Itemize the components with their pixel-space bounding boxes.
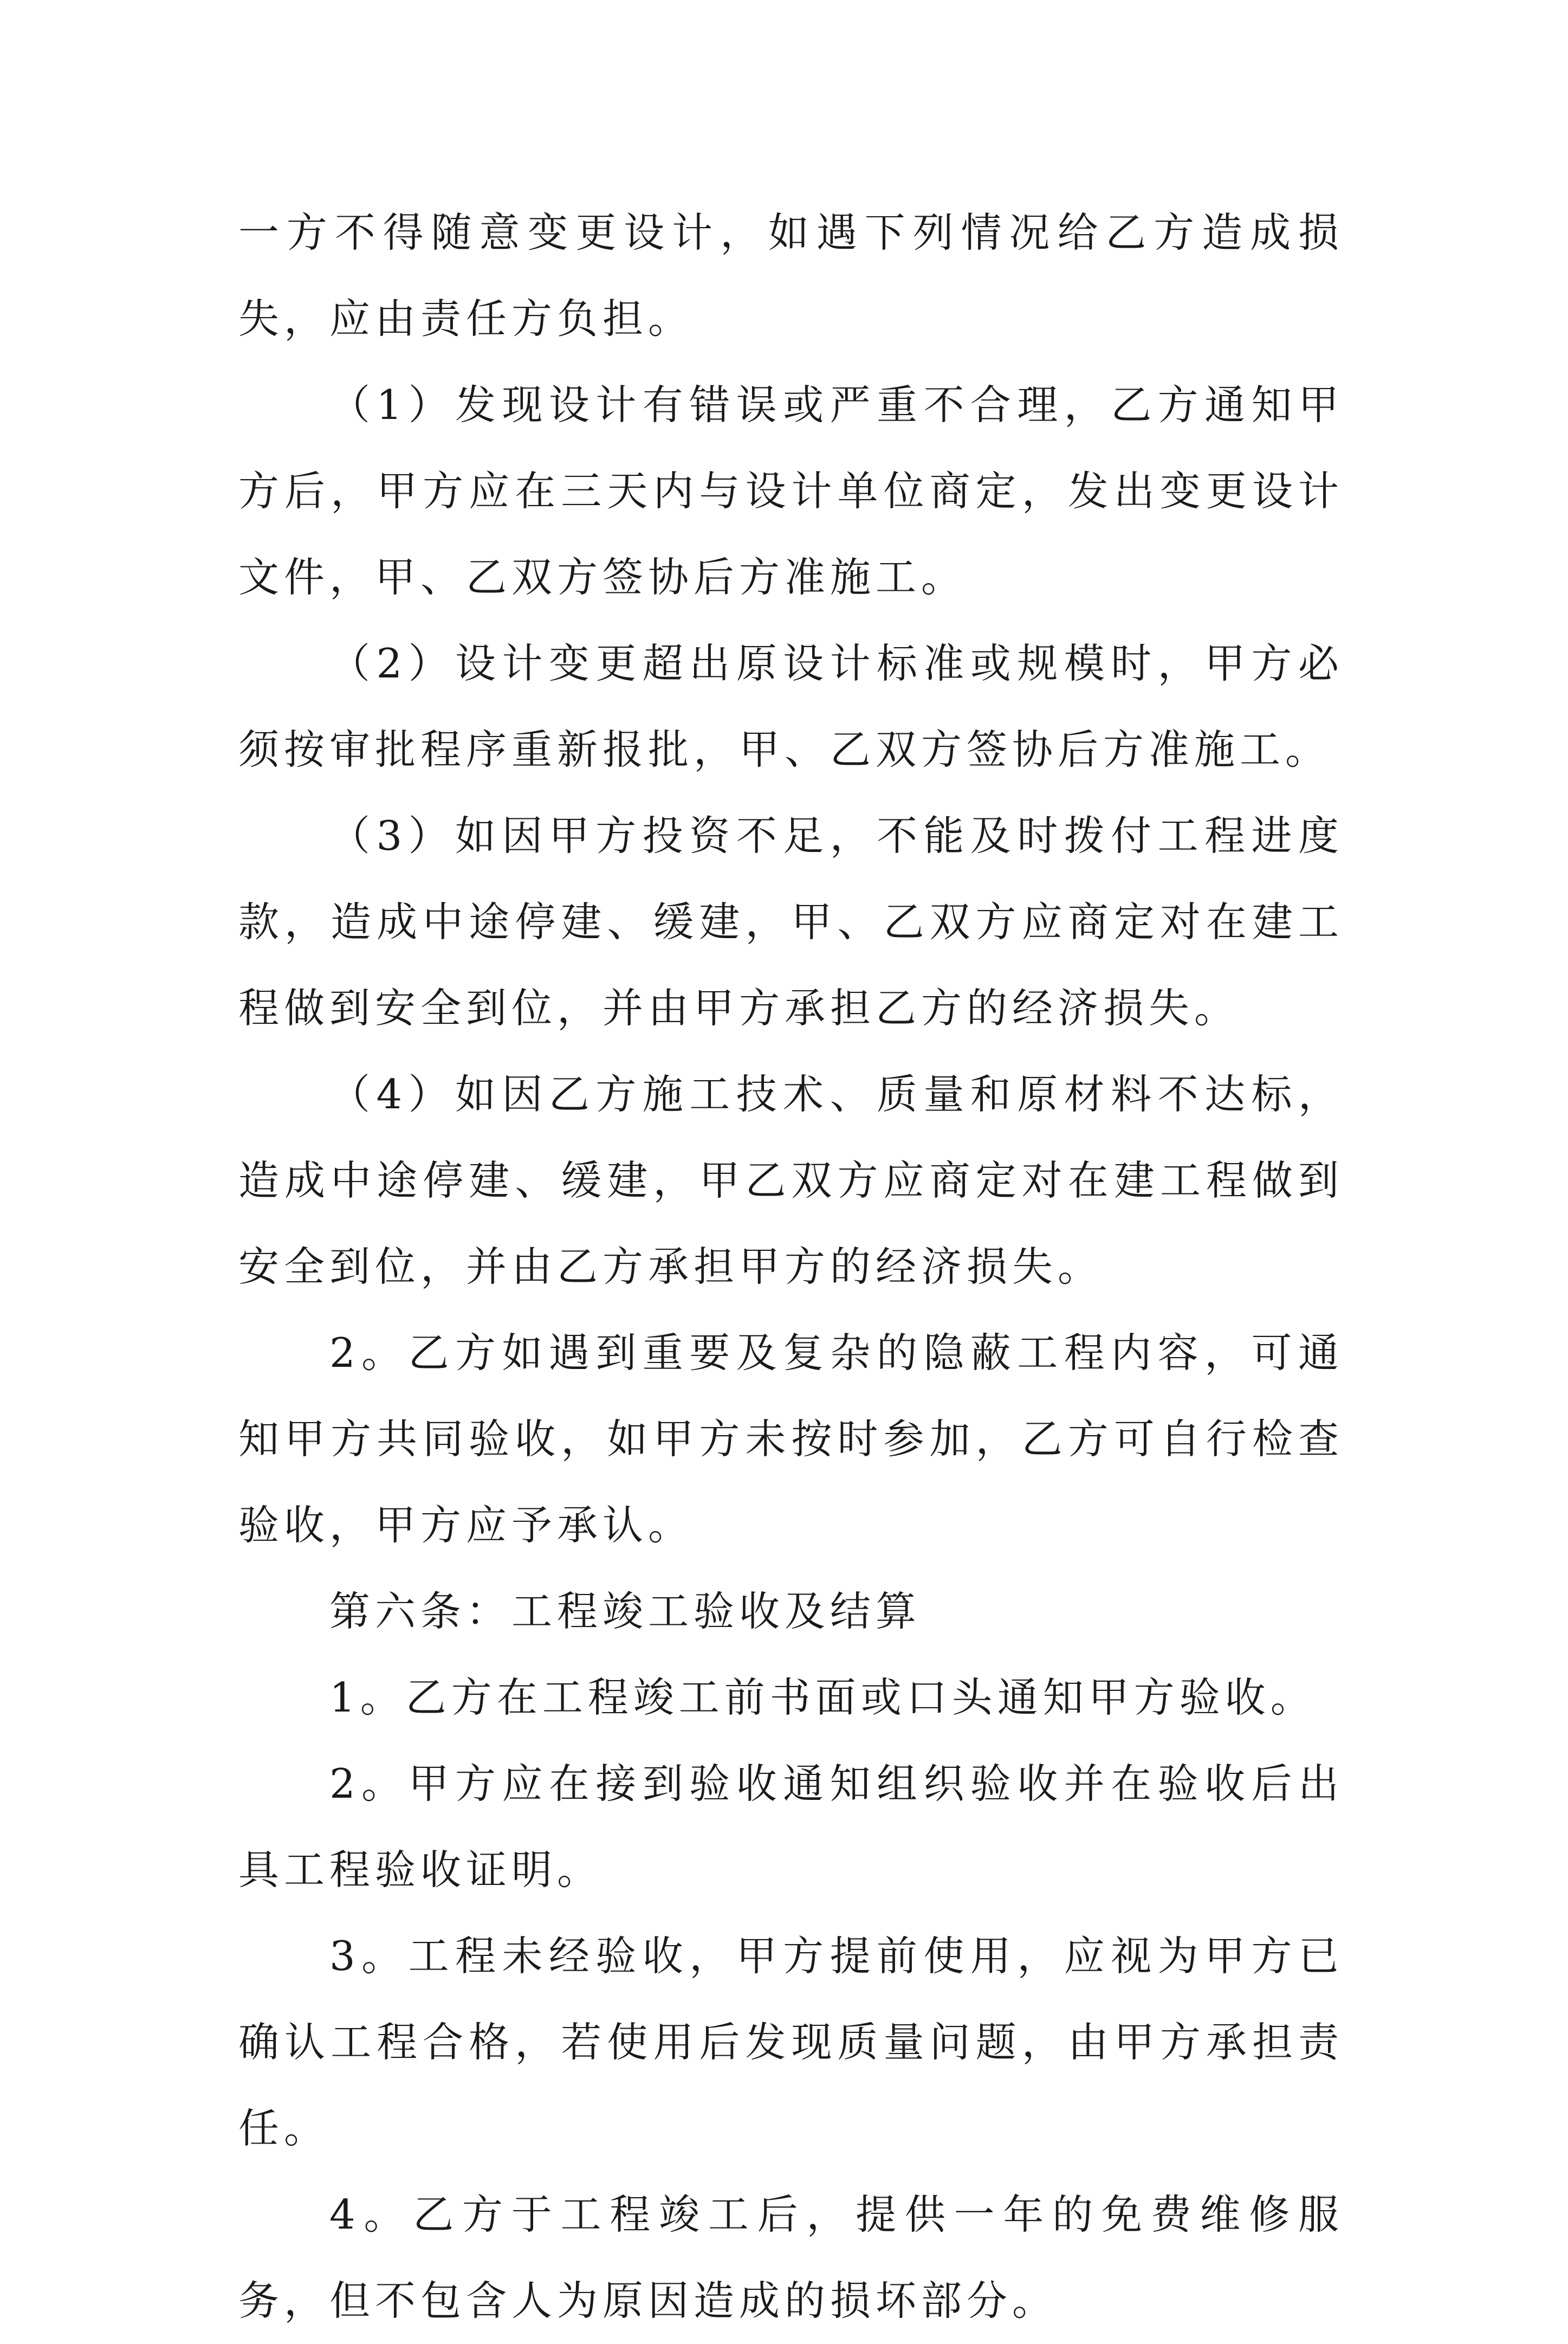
paragraph-continuation: 一方不得随意变更设计，如遇下列情况给乙方造成损失，应由责任方负担。 <box>238 209 1344 343</box>
paragraph-item-4: （4）如因乙方施工技术、质量和原材料不达标，造成中途停建、缓建，甲乙双方应商定对在建工程做到安全到位，并由乙方承担甲方的经济损失。 <box>238 1070 1344 1290</box>
paragraph-article6-clause-4: 4。乙方于工程竣工后，提供一年的免费维修服务，但不包含人为原因造成的损坏部分。 <box>238 2191 1344 2324</box>
paragraph-clause-2: 2。乙方如遇到重要及复杂的隐蔽工程内容，可通知甲方共同验收，如甲方未按时参加，乙方可自行检查验收，甲方应予承认。 <box>238 1329 1344 1549</box>
document-body <box>238 190 1344 2344</box>
paragraph-item-1: （1）发现设计有错误或严重不合理，乙方通知甲方后，甲方应在三天内与设计单位商定，发出变更设计文件，甲、乙双方签协后方准施工。 <box>238 381 1344 601</box>
paragraph-article6-clause-1: 1。乙方在工程竣工前书面或口头通知甲方验收。 <box>329 1674 1316 1721</box>
paragraph-item-2: （2）设计变更超出原设计标准或规模时，甲方必须按审批程序重新报批，甲、乙双方签协后方准施工。 <box>238 640 1344 773</box>
paragraph-article6-clause-2: 2。甲方应在接到验收通知组织验收并在验收后出具工程验收证明。 <box>238 1760 1344 1894</box>
section-heading-article-6: 第六条：工程竣工验收及结算 <box>329 1587 922 1635</box>
paragraph-item-3: （3）如因甲方投资不足，不能及时拨付工程进度款，造成中途停建、缓建，甲、乙双方应商定对在建工程做到安全到位，并由甲方承担乙方的经济损失。 <box>238 812 1344 1032</box>
paragraph-article6-clause-3: 3。工程未经验收，甲方提前使用，应视为甲方已确认工程合格，若使用后发现质量问题，由甲方承担责任。 <box>238 1932 1344 2152</box>
